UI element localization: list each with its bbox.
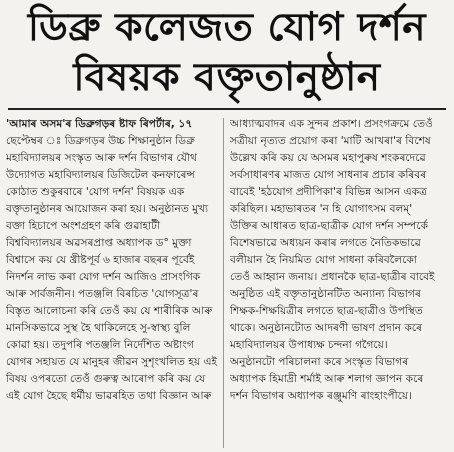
column-line: কোৱা হয়। তদুপৰি পতঞ্জলি নিৰ্দেশিত অষ্টাংগ [6, 339, 194, 351]
column-line: সত্ৰীয়া নৃত্যত প্ৰয়োগ কৰা 'মাটি আখৰা'ৰ বিশেষ [230, 135, 431, 147]
column-line: বাবেই 'হঠযোগ প্ৰদীপিকা'ৰ বিভিন্ন আসন একত্ৰ [230, 186, 427, 198]
column-divider [223, 118, 224, 448]
column-line: কোঠাত শুকুৰবাৰে 'যোগ দৰ্শন' বিষয়ক এক [6, 186, 185, 198]
column-line: বক্তৃতানুষ্ঠানৰ আয়োজন কৰা হয়। অনুষ্ঠানত মুখ্য [6, 203, 209, 215]
column-line: বিশ্বাসে কয় যে খ্ৰীষ্টপূৰ্ব ৬ হাজাৰ বছৰৰ পূৰ্বেই [6, 254, 195, 266]
article-column-left [6, 116, 220, 452]
column-line: বিষয় ওপৰতো তেওঁ গুৰুত্ব আৰোপ কৰি কয় যে [6, 373, 206, 385]
column-line: উদ্যোগত মহাবিদ্যালয়ৰ ডিজিটেল কনফাৰেন্স [6, 169, 195, 181]
article-column-right [230, 116, 450, 452]
column-line: 'আমাৰ অসম'ৰ ডিব্ৰুগড়ৰ ষ্টাফ ৰিপৰ্টাৰ, ১৭ [6, 118, 193, 130]
column-line: উক্তিৰ আধাৰত ছাত্ৰ-ছাত্ৰীক যোগ দৰ্শন সম্পৰ্কে [230, 220, 428, 232]
column-line: বলীয়ান হৈ নিয়মিত যোগ সাধনা কৰিবলৈকো [230, 254, 417, 266]
column-line: মহাবিদ্যালয়ৰ উপাধ্যক্ষ চন্দনা গগৈয়ে। [230, 339, 388, 351]
headline-line-2: বিষয়ক বক্তৃতানুষ্ঠান [73, 55, 381, 100]
column-line: বিশ্ববিদ্যালয়ৰ অৱসৰপ্ৰাপ্ত অধ্যাপক ড° মুক্তা [6, 237, 192, 249]
column-line: মহাবিদ্যালয়ৰ সংস্কৃত আৰু দৰ্শন বিভাগৰ যৌথ [6, 152, 197, 164]
headline-line-1: ডিব্ৰু কলেজত যোগ দৰ্শন [27, 5, 427, 50]
column-line: উল্লেখ কৰি কয় যে অসমৰ মহাপুৰুষ শংকৰদেৱে [230, 152, 426, 164]
column-line: কৰিছিল। মহাভাৰতৰ 'ন হি যোগাৎসম বলম্' [230, 203, 413, 215]
column-line: সৰ্বসাধাৰণৰ মাজত যোগ সাধনাৰ প্ৰচাৰ কৰিবৰ [230, 169, 427, 181]
column-line: যোগৰ সহায়ত যে মানুহৰ জীৱন সুশৃংখলিত হয় এই [6, 356, 218, 368]
column-line: বিস্তৃত আলোচনা কৰি তেওঁ কয় যে শাৰীৰিক আৰু [6, 305, 213, 317]
column-line: অধ্যাপক হিমাদ্ৰী শৰ্মাই আৰু শলাগ জ্ঞাপন কৰে [230, 373, 424, 385]
column-line: অনুষ্ঠানটো পৰিচালনা কৰে সংস্কৃত বিভাগৰ [230, 356, 409, 368]
column-line: বক্তা হিচাপে অংশগ্ৰহণ কৰি গুৱাহাটী [6, 220, 160, 232]
headline-rule [8, 108, 446, 110]
column-line: অনুষ্ঠিত এই বক্তৃতানুষ্ঠানটিত অন্যান্য বিভাগৰ [230, 288, 421, 300]
column-line: আৰু সাৰ্বজনীন। পতঞ্জলি বিৰচিত 'যোগসূত্ৰ'ৰ [6, 288, 199, 300]
column-line: আধ্যাত্মবাদৰ এক সুন্দৰ প্ৰকাশ। প্ৰসংগক্ৰমে তেওঁ [230, 118, 433, 130]
column-line: বিশেষভাৱে অধ্যয়ন কৰাৰ লগতে নৈতিকভাৱে [230, 237, 421, 249]
column-line: দৰ্শন বিভাগৰ অধ্যাপক ৰঞ্জুমণি ৰাংহাংপীয়ে। [230, 390, 412, 402]
column-line: ছেপ্টেম্বৰ ঃ ডিব্ৰুগড়ৰ উচ্চ শিক্ষানুষ্ঠান ডিব্ৰু [6, 135, 195, 147]
column-line: নিদৰ্শন লাভ কৰা যোগ দৰ্শন আজিও প্ৰাসংগিক [6, 271, 201, 283]
column-line: শিক্ষক-শিক্ষয়িত্ৰীৰ লগতে ছাত্ৰ-ছাত্ৰীও উপস্থিত [230, 305, 423, 317]
column-line: মানসিকভাৱে সুস্থ হৈ থাকিলেহে সু-স্বাস্থ্য বুলি [6, 322, 191, 334]
column-line: এই যোগ হৈছে ধৰ্মীয় ভাৱৰহিত তথা বিজ্ঞান আৰু [6, 390, 212, 402]
column-line: তেওঁ আহ্বান জনায়। প্ৰধানকৈ ছাত্ৰ-ছাত্ৰীৰ বাবেই [230, 271, 435, 283]
column-line: থাকে। অনুষ্ঠানটোত আদৰণী ভাষণ প্ৰদান কৰে [230, 322, 423, 334]
